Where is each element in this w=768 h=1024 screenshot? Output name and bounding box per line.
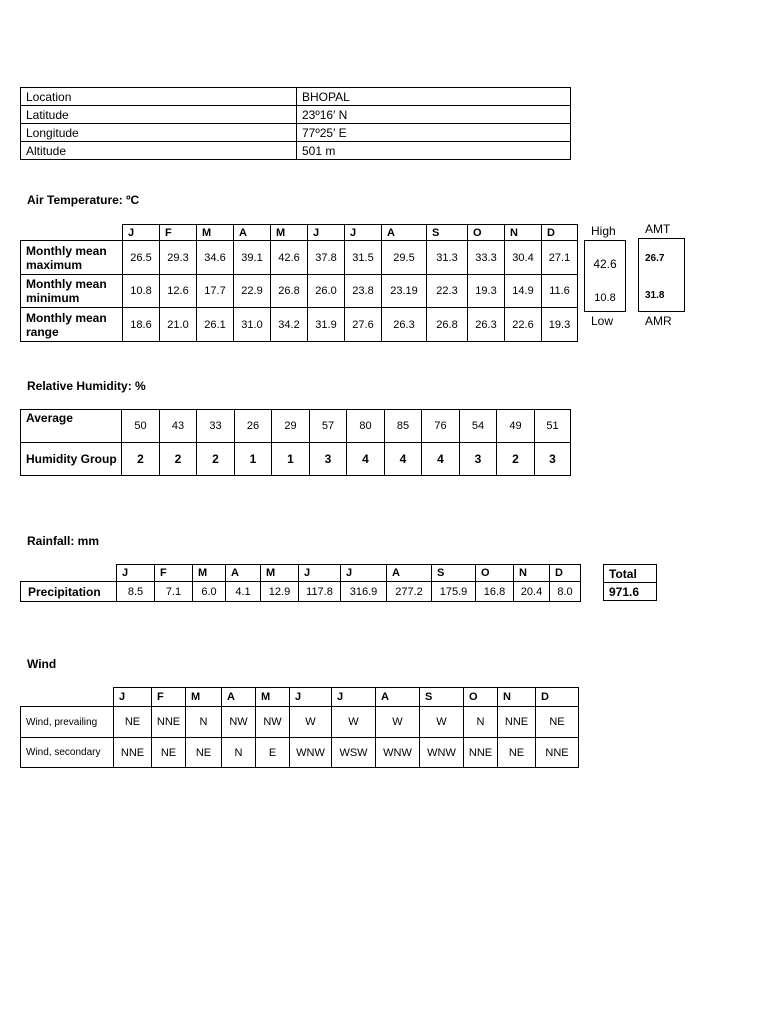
value-cell: NE [152,738,186,768]
month-cell: D [536,688,579,707]
value-cell: 4 [347,443,385,476]
row-label: Precipitation [21,582,117,602]
value-cell: NNE [152,707,186,738]
value-cell: 4 [422,443,460,476]
month-cell: J [308,225,345,241]
value-cell: 21.0 [160,308,197,342]
month-cell: M [193,565,226,582]
high-label: High [591,224,616,238]
value-cell: 31.5 [345,241,382,275]
value-cell: 19.3 [468,275,505,308]
value-cell: NE [536,707,579,738]
value-cell: 117.8 [299,582,341,602]
value-cell: WNW [290,738,332,768]
rainfall-month-header [21,565,581,582]
humidity-title: Relative Humidity: % [27,379,146,393]
month-cell: J [345,225,382,241]
month-cell: A [222,688,256,707]
value-cell: 57 [310,410,347,443]
value-cell: N [186,707,222,738]
value-cell: 12.9 [261,582,299,602]
value-cell: 8.5 [117,582,155,602]
row-label: Wind, prevailing [21,707,114,738]
row-label: Monthly mean maximum [21,241,123,275]
month-cell: J [114,688,152,707]
value-cell: 39.1 [234,241,271,275]
air-temp-title: Air Temperature: ºC [27,193,140,207]
month-cell: J [332,688,376,707]
month-cell: M [186,688,222,707]
location-label: Location [21,88,297,106]
row-label: Monthly mean range [21,308,123,342]
month-cell: S [427,225,468,241]
month-cell: J [290,688,332,707]
month-cell: S [432,565,476,582]
value-cell: 26.3 [468,308,505,342]
value-cell: 33.3 [468,241,505,275]
table-row [21,707,579,738]
value-cell: NW [256,707,290,738]
value-cell: 31.0 [234,308,271,342]
value-cell: 27.1 [542,241,578,275]
value-cell: 12.6 [160,275,197,308]
value-cell: N [222,738,256,768]
latitude-label: Latitude [21,106,297,124]
table-row [21,410,571,443]
month-cell: D [542,225,578,241]
amr-value: 31.8 [645,290,665,301]
month-cell: A [382,225,427,241]
rainfall-table [20,564,581,602]
value-cell: 54 [460,410,497,443]
month-cell: O [468,225,505,241]
month-cell: A [234,225,271,241]
value-cell: 7.1 [155,582,193,602]
value-cell: 50 [122,410,160,443]
month-cell: A [387,565,432,582]
value-cell: W [332,707,376,738]
value-cell: 22.9 [234,275,271,308]
value-cell: N [464,707,498,738]
value-cell: 34.6 [197,241,234,275]
amt-amr-box [638,238,685,312]
month-cell: M [197,225,234,241]
value-cell: 2 [197,443,235,476]
value-cell: W [420,707,464,738]
value-cell: NE [114,707,152,738]
month-cell: J [299,565,341,582]
value-cell: 4.1 [226,582,261,602]
value-cell: 11.6 [542,275,578,308]
value-cell: WNW [420,738,464,768]
location-table [20,87,571,160]
value-cell: 277.2 [387,582,432,602]
location-value: BHOPAL [297,88,571,106]
value-cell: 4 [385,443,422,476]
table-row [21,582,581,602]
value-cell: 26.1 [197,308,234,342]
value-cell: NE [498,738,536,768]
value-cell: 3 [310,443,347,476]
row-label: Monthly mean minimum [21,275,123,308]
value-cell: 29.5 [382,241,427,275]
value-cell: 3 [535,443,571,476]
total-label: Total [604,565,657,583]
value-cell: 42.6 [271,241,308,275]
value-cell: 34.2 [271,308,308,342]
value-cell: 76 [422,410,460,443]
value-cell: NNE [464,738,498,768]
value-cell: 26.3 [382,308,427,342]
value-cell: NNE [536,738,579,768]
value-cell: 17.7 [197,275,234,308]
value-cell: 2 [497,443,535,476]
value-cell: 29 [272,410,310,443]
value-cell: NNE [114,738,152,768]
amt-value: 26.7 [645,253,665,264]
value-cell: 30.4 [505,241,542,275]
humidity-table [20,409,571,476]
value-cell: W [376,707,420,738]
row-label: Wind, secondary [21,738,114,768]
value-cell: 1 [235,443,272,476]
value-cell: 26.5 [123,241,160,275]
table-row [21,275,578,308]
air-temp-month-header [21,225,578,241]
value-cell: 3 [460,443,497,476]
high-low-box [584,240,626,312]
amt-label: AMT [645,222,671,236]
value-cell: E [256,738,290,768]
air-temp-table [20,224,578,342]
row-label: Humidity Group [21,443,122,476]
month-cell: F [152,688,186,707]
month-cell: M [271,225,308,241]
month-cell: J [117,565,155,582]
value-cell: 26.8 [427,308,468,342]
month-cell: F [155,565,193,582]
altitude-label: Altitude [21,142,297,160]
value-cell: 49 [497,410,535,443]
value-cell: 175.9 [432,582,476,602]
month-cell: A [226,565,261,582]
wind-title: Wind [27,657,57,671]
value-cell: NNE [498,707,536,738]
longitude-value: 77º25′ E [297,124,571,142]
value-cell: WNW [376,738,420,768]
value-cell: 43 [160,410,197,443]
value-cell: 33 [197,410,235,443]
month-cell: S [420,688,464,707]
table-row [21,241,578,275]
value-cell: 16.8 [476,582,514,602]
value-cell: 20.4 [514,582,550,602]
table-row [21,308,578,342]
value-cell: 6.0 [193,582,226,602]
month-cell: N [498,688,536,707]
longitude-label: Longitude [21,124,297,142]
month-cell: N [505,225,542,241]
value-cell: 8.0 [550,582,581,602]
month-cell: A [376,688,420,707]
value-cell: 51 [535,410,571,443]
value-cell: W [290,707,332,738]
value-cell: 1 [272,443,310,476]
value-cell: 22.3 [427,275,468,308]
total-value: 971.6 [604,583,657,601]
value-cell: 26.8 [271,275,308,308]
value-cell: 31.9 [308,308,345,342]
month-cell: D [550,565,581,582]
month-cell: F [160,225,197,241]
value-cell: 27.6 [345,308,382,342]
latitude-value: 23º16′ N [297,106,571,124]
month-cell: N [514,565,550,582]
month-cell: O [476,565,514,582]
month-cell: M [256,688,290,707]
value-cell: 23.8 [345,275,382,308]
table-row [21,443,571,476]
month-cell: J [123,225,160,241]
value-cell: 85 [385,410,422,443]
value-cell: 29.3 [160,241,197,275]
wind-table [20,687,579,768]
value-cell: NE [186,738,222,768]
wind-month-header [21,688,579,707]
value-cell: 22.6 [505,308,542,342]
altitude-value: 501 m [297,142,571,160]
value-cell: 2 [160,443,197,476]
value-cell: 23.19 [382,275,427,308]
low-label: Low [591,314,614,328]
value-cell: 10.8 [123,275,160,308]
value-cell: 14.9 [505,275,542,308]
high-value: 42.6 [593,257,617,271]
month-cell: M [261,565,299,582]
amr-label: AMR [645,314,672,328]
low-value: 10.8 [594,292,616,304]
value-cell: 18.6 [123,308,160,342]
value-cell: 316.9 [341,582,387,602]
row-label: Average [21,410,122,443]
table-row [21,738,579,768]
value-cell: NW [222,707,256,738]
value-cell: 80 [347,410,385,443]
value-cell: 2 [122,443,160,476]
value-cell: WSW [332,738,376,768]
rainfall-title: Rainfall: mm [27,534,100,548]
value-cell: 26.0 [308,275,345,308]
month-cell: O [464,688,498,707]
value-cell: 37.8 [308,241,345,275]
rainfall-total-table [603,564,657,601]
value-cell: 26 [235,410,272,443]
value-cell: 31.3 [427,241,468,275]
month-cell: J [341,565,387,582]
value-cell: 19.3 [542,308,578,342]
